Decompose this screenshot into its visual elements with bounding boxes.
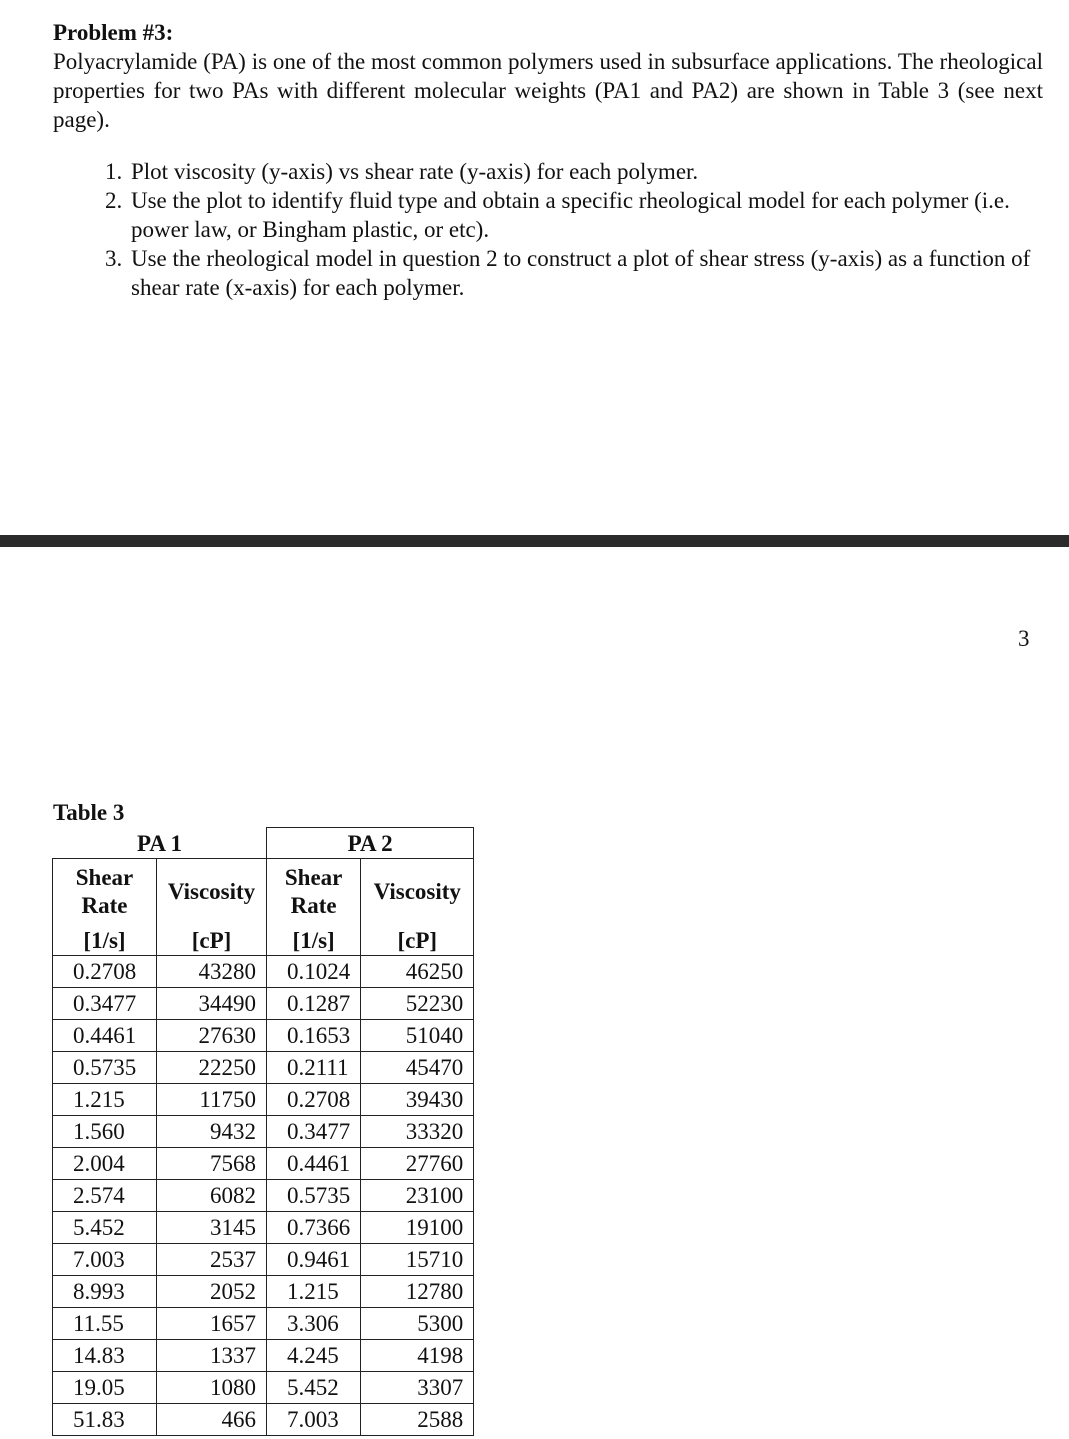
- pa1-shear-rate-cell: 5.452: [53, 1212, 157, 1244]
- pa1-viscosity-cell: 6082: [157, 1180, 267, 1212]
- table-row: [53, 1084, 474, 1116]
- column-header-viscosity: Viscosity: [361, 859, 474, 926]
- pa2-shear-rate-cell: 0.2708: [267, 1084, 361, 1116]
- table-row: [53, 1212, 474, 1244]
- pa2-shear-rate-cell: 1.215: [267, 1276, 361, 1308]
- table-row: [53, 1244, 474, 1276]
- pa1-viscosity-cell: 11750: [157, 1084, 267, 1116]
- pa1-viscosity-cell: 1657: [157, 1308, 267, 1340]
- task-item: 3. Use the rheological model in question 2 to construct a plot of shear stress (y-axis) as a function of shear rate (x-axis) for each polymer.: [128, 244, 1043, 302]
- pa2-shear-rate-cell: 0.7366: [267, 1212, 361, 1244]
- pa2-shear-rate-cell: 7.003: [267, 1404, 361, 1436]
- pa2-shear-rate-cell: 0.1653: [267, 1020, 361, 1052]
- table-row: [53, 1404, 474, 1436]
- pa1-shear-rate-cell: 0.2708: [53, 956, 157, 988]
- pa1-shear-rate-cell: 0.4461: [53, 1020, 157, 1052]
- unit-viscosity: [cP]: [361, 925, 474, 956]
- column-header-shear-rate: Shear Rate: [53, 859, 157, 926]
- unit-shear-rate: [1/s]: [267, 925, 361, 956]
- pa2-viscosity-cell: 5300: [361, 1308, 474, 1340]
- pa2-viscosity-cell: 3307: [361, 1372, 474, 1404]
- pa2-shear-rate-cell: 0.1024: [267, 956, 361, 988]
- column-header-shear-rate: Shear Rate: [267, 859, 361, 926]
- page-divider: [0, 535, 1069, 547]
- table-row: [53, 1276, 474, 1308]
- pa2-shear-rate-cell: 0.5735: [267, 1180, 361, 1212]
- pa1-shear-rate-cell: 2.004: [53, 1148, 157, 1180]
- pa1-viscosity-cell: 3145: [157, 1212, 267, 1244]
- pa2-shear-rate-cell: 0.9461: [267, 1244, 361, 1276]
- pa2-viscosity-cell: 51040: [361, 1020, 474, 1052]
- pa2-viscosity-cell: 39430: [361, 1084, 474, 1116]
- table-row: [53, 1372, 474, 1404]
- table-row: [53, 1308, 474, 1340]
- unit-viscosity: [cP]: [157, 925, 267, 956]
- problem-section: [53, 18, 1043, 302]
- pa1-viscosity-cell: 9432: [157, 1116, 267, 1148]
- pa1-shear-rate-cell: 14.83: [53, 1340, 157, 1372]
- pa2-shear-rate-cell: 4.245: [267, 1340, 361, 1372]
- rheology-table: [52, 827, 474, 1436]
- pa1-shear-rate-cell: 11.55: [53, 1308, 157, 1340]
- pa1-shear-rate-cell: 1.560: [53, 1116, 157, 1148]
- pa2-viscosity-cell: 45470: [361, 1052, 474, 1084]
- pa1-viscosity-cell: 1080: [157, 1372, 267, 1404]
- task-item: 1. Plot viscosity (y-axis) vs shear rate (y-axis) for each polymer.: [128, 157, 1043, 186]
- table-caption: Table 3: [53, 800, 125, 825]
- table-row: [53, 1340, 474, 1372]
- pa2-shear-rate-cell: 0.4461: [267, 1148, 361, 1180]
- table-row: [53, 1052, 474, 1084]
- pa1-viscosity-cell: 43280: [157, 956, 267, 988]
- pa1-shear-rate-cell: 51.83: [53, 1404, 157, 1436]
- pa2-viscosity-cell: 19100: [361, 1212, 474, 1244]
- pa2-viscosity-cell: 15710: [361, 1244, 474, 1276]
- pa2-viscosity-cell: 23100: [361, 1180, 474, 1212]
- table-row: [53, 1148, 474, 1180]
- table-row: [53, 956, 474, 988]
- pa2-shear-rate-cell: 0.3477: [267, 1116, 361, 1148]
- pa1-viscosity-cell: 34490: [157, 988, 267, 1020]
- unit-shear-rate: [1/s]: [53, 925, 157, 956]
- pa1-shear-rate-cell: 7.003: [53, 1244, 157, 1276]
- pa1-viscosity-cell: 466: [157, 1404, 267, 1436]
- pa2-viscosity-cell: 27760: [361, 1148, 474, 1180]
- table-row: [53, 1020, 474, 1052]
- pa1-shear-rate-cell: 19.05: [53, 1372, 157, 1404]
- problem-title: Problem #3:: [53, 20, 174, 45]
- group-header-pa2: PA 2: [267, 828, 474, 859]
- pa1-viscosity-cell: 2052: [157, 1276, 267, 1308]
- pa1-shear-rate-cell: 0.3477: [53, 988, 157, 1020]
- pa2-shear-rate-cell: 0.1287: [267, 988, 361, 1020]
- task-list: [53, 157, 1043, 302]
- pa2-viscosity-cell: 2588: [361, 1404, 474, 1436]
- table-row: [53, 988, 474, 1020]
- pa1-shear-rate-cell: 1.215: [53, 1084, 157, 1116]
- task-item: 2. Use the plot to identify fluid type and obtain a specific rheological model for each polymer (i.e. power law, or Bingham plastic, or etc).: [128, 186, 1043, 244]
- pa1-viscosity-cell: 22250: [157, 1052, 267, 1084]
- pa1-viscosity-cell: 27630: [157, 1020, 267, 1052]
- group-header-pa1: PA 1: [53, 828, 267, 859]
- pa2-viscosity-cell: 33320: [361, 1116, 474, 1148]
- column-header-viscosity: Viscosity: [157, 859, 267, 926]
- table-row: [53, 1180, 474, 1212]
- pa1-viscosity-cell: 1337: [157, 1340, 267, 1372]
- pa1-viscosity-cell: 7568: [157, 1148, 267, 1180]
- pa1-shear-rate-cell: 0.5735: [53, 1052, 157, 1084]
- problem-intro: Polyacrylamide (PA) is one of the most common polymers used in subsurface applications. The rheological properties for two PAs with different molecular weights (PA1 and PA2) are shown in Table 3 (see next page).: [53, 49, 1043, 132]
- pa2-viscosity-cell: 52230: [361, 988, 474, 1020]
- pa1-shear-rate-cell: 8.993: [53, 1276, 157, 1308]
- pa2-shear-rate-cell: 3.306: [267, 1308, 361, 1340]
- page-number: 3: [1018, 626, 1030, 651]
- table-row: [53, 1116, 474, 1148]
- pa2-shear-rate-cell: 5.452: [267, 1372, 361, 1404]
- pa1-viscosity-cell: 2537: [157, 1244, 267, 1276]
- pa1-shear-rate-cell: 2.574: [53, 1180, 157, 1212]
- pa2-viscosity-cell: 46250: [361, 956, 474, 988]
- pa2-shear-rate-cell: 0.2111: [267, 1052, 361, 1084]
- pa2-viscosity-cell: 4198: [361, 1340, 474, 1372]
- pa2-viscosity-cell: 12780: [361, 1276, 474, 1308]
